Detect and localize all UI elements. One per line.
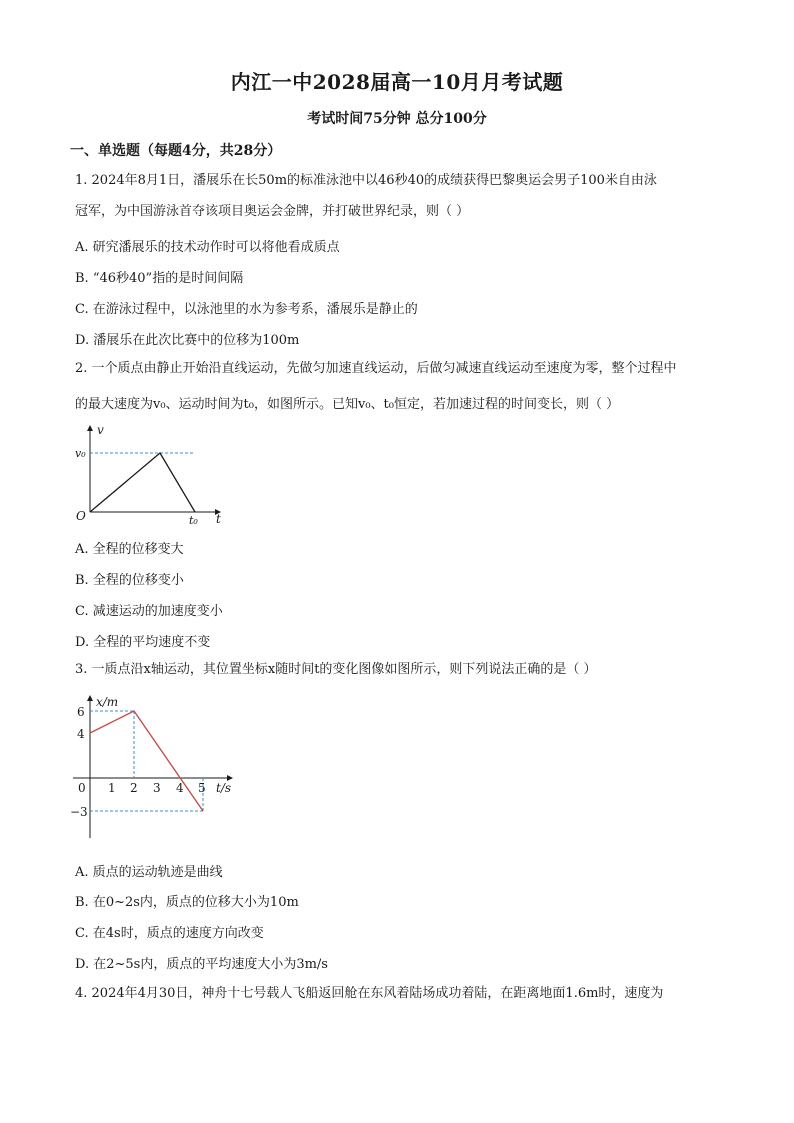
q3-xtick-3: 3 [153, 781, 161, 795]
q3-xtick-5: 5 [198, 781, 206, 795]
q2-option-c: C. 减速运动的加速度变小 [75, 604, 223, 619]
q3-stem-line1: 3. 一质点沿x轴运动，其位置坐标x随时间t的变化图像如图所示，则下列说法正确的是（ ） [75, 662, 597, 677]
q3-xt-graph [70, 690, 245, 840]
q3-xtick-2: 2 [130, 781, 138, 795]
q3-xtick-4: 4 [176, 781, 184, 795]
q2-stem-line2: 的最大速度为v₀、运动时间为t₀，如图所示。已知v₀、t₀恒定，若加速过程的时间变长，则（ ） [75, 397, 620, 412]
q2-option-d: D. 全程的平均速度不变 [75, 635, 211, 650]
q1-option-b: B. “46秒40”指的是时间间隔 [75, 271, 244, 286]
q3-xt-line [90, 711, 203, 811]
q1-option-a: A. 研究潘展乐的技术动作时可以将他看成质点 [75, 240, 340, 255]
q2-t-label: t [216, 512, 221, 526]
q3-xtick-1: 1 [108, 781, 116, 795]
q3-ylabel: x/m [96, 695, 119, 709]
q1-option-c: C. 在游泳过程中，以泳池里的水为参考系，潘展乐是静止的 [75, 302, 418, 317]
exam-title: 内江一中2028届高一10月月考试题 [230, 70, 564, 94]
q1-stem-line1: 1. 2024年8月1日，潘展乐在长50m的标准泳池中以46秒40的成绩获得巴黎奥运会男子100米自由泳 [75, 173, 657, 188]
q2-option-a: A. 全程的位移变大 [75, 542, 184, 557]
q2-vt-graph [70, 420, 240, 530]
q4-stem-line1: 4. 2024年4月30日，神舟十七号载人飞船返回舱在东风着陆场成功着陆，在距离地面1.6m时，速度为 [75, 986, 664, 1001]
q2-stem-line1: 2. 一个质点由静止开始沿直线运动，先做匀加速直线运动，后做匀减速直线运动至速度为零，整个过程中 [75, 361, 677, 376]
q3-ytick-6: 6 [77, 705, 85, 719]
q2-origin-label: O [76, 509, 86, 523]
section-heading: 一、单选题（每题4分，共28分） [70, 143, 282, 159]
q3-option-a: A. 质点的运动轨迹是曲线 [75, 865, 223, 880]
q3-option-b: B. 在0~2s内，质点的位移大小为10m [75, 895, 299, 910]
q3-xlabel: t/s [216, 781, 232, 795]
q1-stem-line2: 冠军，为中国游泳首夺该项目奥运会金牌，并打破世界纪录，则（ ） [75, 204, 470, 219]
q3-ytick-4: 4 [77, 727, 85, 741]
q1-option-d: D. 潘展乐在此次比赛中的位移为100m [75, 333, 300, 348]
q2-option-b: B. 全程的位移变小 [75, 573, 184, 588]
q2-v0-label: v₀ [75, 447, 86, 460]
q3-option-d: D. 在2~5s内，质点的平均速度大小为3m/s [75, 957, 328, 972]
q2-v-label: v [97, 423, 104, 437]
q3-option-c: C. 在4s时，质点的速度方向改变 [75, 926, 264, 941]
q3-origin: 0 [78, 781, 86, 795]
q2-vt-line [90, 453, 195, 512]
q2-t0-label: t₀ [189, 514, 198, 527]
q3-ytick-m3: −3 [70, 805, 88, 819]
exam-subtitle: 考试时间75分钟 总分100分 [307, 111, 487, 127]
